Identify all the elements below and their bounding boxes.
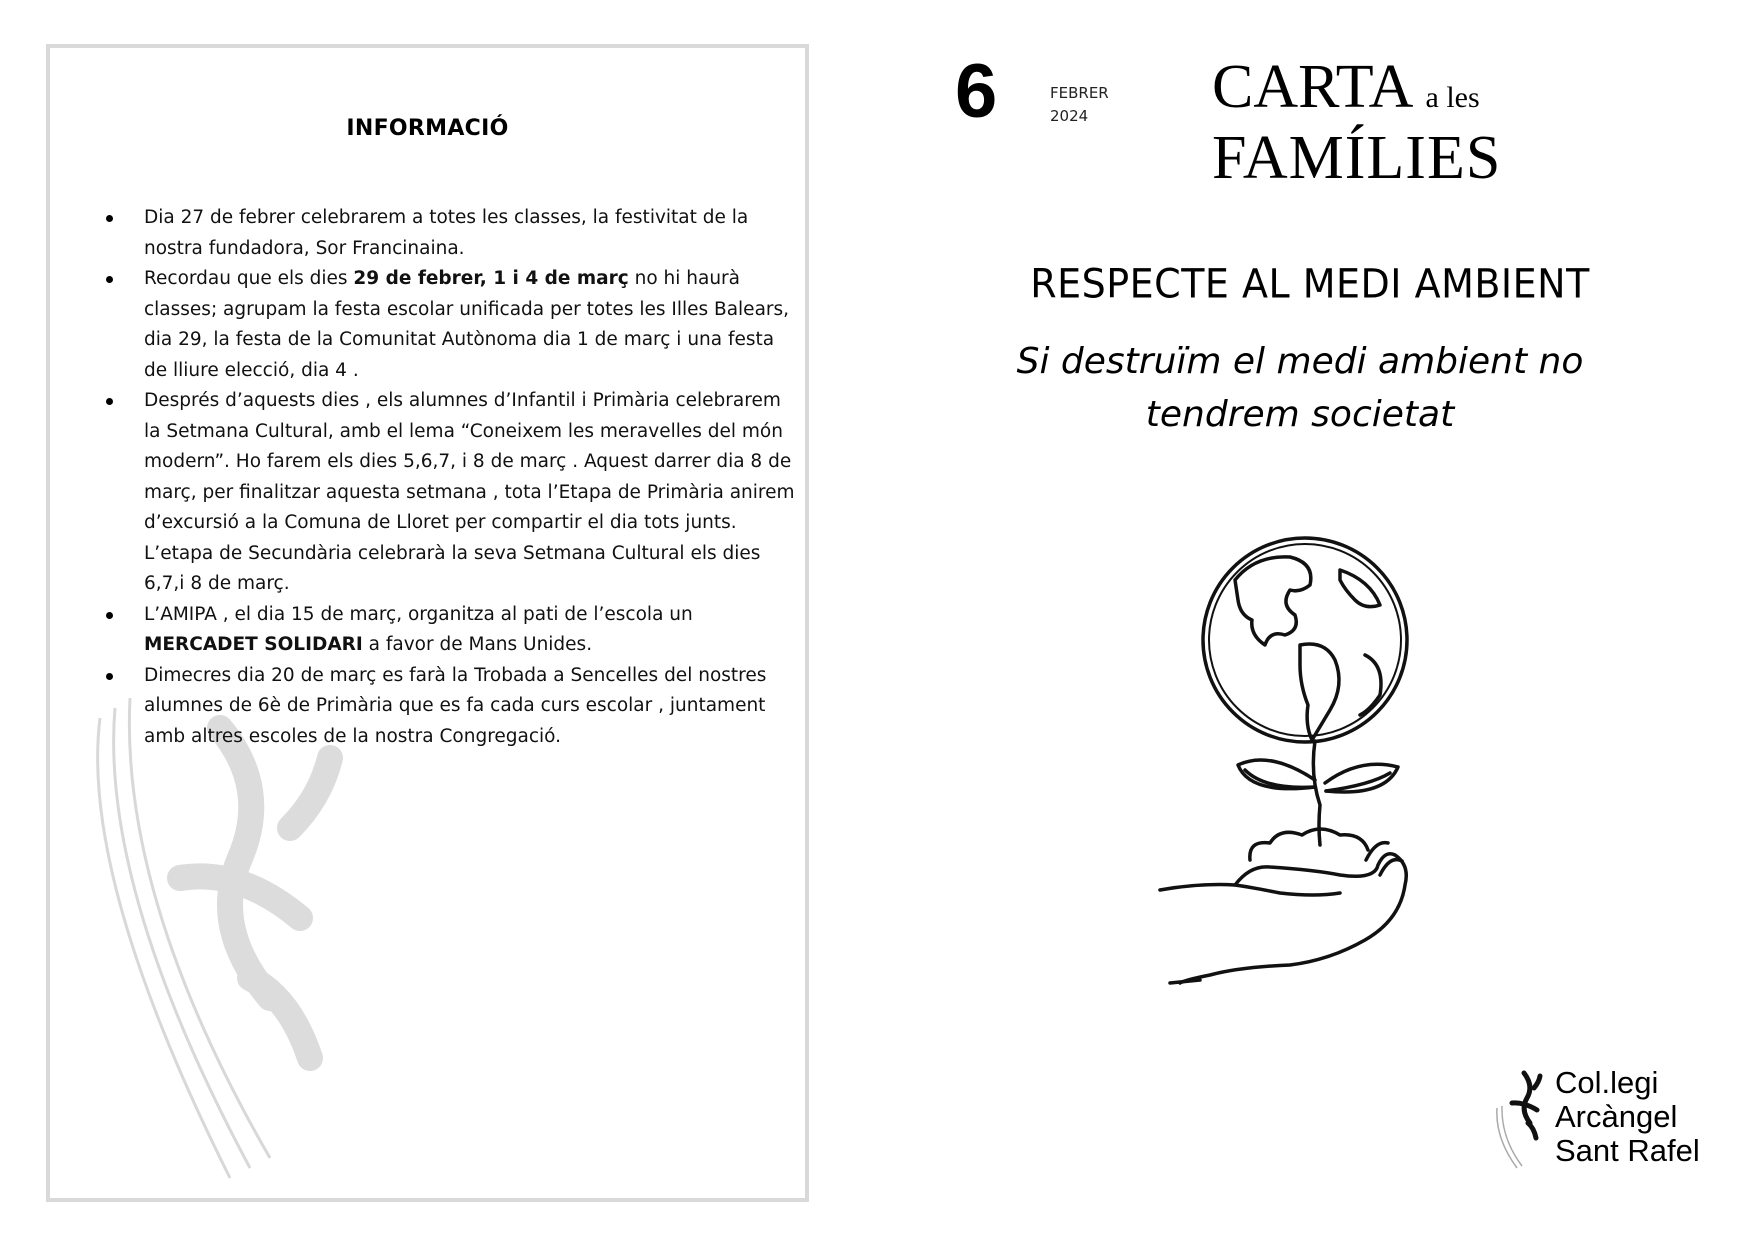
list-item: [97, 203, 797, 264]
school-name-line-3: Sant Rafel: [1555, 1133, 1700, 1168]
title-ales: a les: [1425, 81, 1480, 114]
list-item-text: Dia 27 de febrer celebrarem a totes les classes, la festivitat de la nostra fundadora, Sor Francinaina.: [144, 207, 749, 259]
title-carta: [1212, 52, 1480, 133]
list-item-text: L’AMIPA , el dia 15 de març, organitza al pati de l’escola un: [144, 603, 693, 625]
title-carta-word: CARTA: [1212, 53, 1411, 121]
list-item-text: Dimecres dia 20 de març es farà la Trobada a Sencelles del nostres alumnes de 6è de Primària que es fa cada curs escolar , juntament amb altres escoles de la nostra Congregació.: [144, 664, 767, 747]
info-panel: [46, 44, 809, 1202]
list-item-emphasis: MERCADET SOLIDARI: [144, 634, 363, 655]
slogan-line-2: tendrem societat: [1145, 394, 1455, 435]
list-item: [97, 600, 797, 661]
list-item-text: a favor de Mans Unides.: [362, 634, 593, 655]
issue-year: 2024: [1050, 107, 1089, 125]
list-item-text: no hi haurà classes; agrupam la festa escolar unificada per totes les Illes Balears, dia 29, la festa de la Comunitat Autònoma dia 1 de març i una festa de lliure elecció, dia 4 .: [144, 268, 790, 381]
school-name: [1555, 1066, 1700, 1168]
bullet-icon: [106, 612, 113, 619]
bullet-icon: [106, 276, 113, 283]
issue-month: FEBRER: [1050, 84, 1109, 102]
info-list: [97, 203, 797, 752]
list-item-text: Recordau que els dies: [144, 268, 354, 289]
issue-number: 6: [955, 49, 998, 134]
slogan-text: [1000, 335, 1600, 441]
list-item: [97, 661, 797, 753]
school-logo-icon: [1492, 1068, 1552, 1173]
slogan-line-1: Si destruïm el medi ambient no: [1016, 341, 1584, 382]
earth-plant-hands-icon: [1140, 535, 1440, 995]
bullet-icon: [106, 673, 113, 680]
watermark-logo-icon: [70, 698, 470, 1198]
bullet-icon: [106, 398, 113, 405]
bullet-icon: [106, 215, 113, 222]
school-name-line-2: Arcàngel: [1555, 1099, 1678, 1134]
list-item: [97, 264, 797, 386]
list-item-text: Després d’aquests dies , els alumnes d’Infantil i Primària celebrarem la Setmana Cultural, amb el lema “Coneixem les meravelles del món modern”. Ho farem els dies 5,6,7, i 8 de març . Aquest darrer dia 8 de març, per finalitzar aquesta setmana , tota l’Etapa de Primària anirem d’excursió a la Comuna de Lloret per compartir el dia tots junts. L’etapa de Secundària celebrarà la seva Setmana Cultural els dies 6,7,i 8 de març.: [144, 390, 795, 594]
title-families: FAMÍLIES: [1212, 124, 1502, 192]
school-name-line-1: Col.legi: [1555, 1065, 1659, 1100]
slogan-heading: RESPECTE AL MEDI AMBIENT: [1030, 260, 1590, 308]
info-title: INFORMACIÓ: [346, 116, 509, 141]
list-item-emphasis: 29 de febrer, 1 i 4 de març: [353, 268, 629, 289]
list-item: [97, 386, 797, 600]
